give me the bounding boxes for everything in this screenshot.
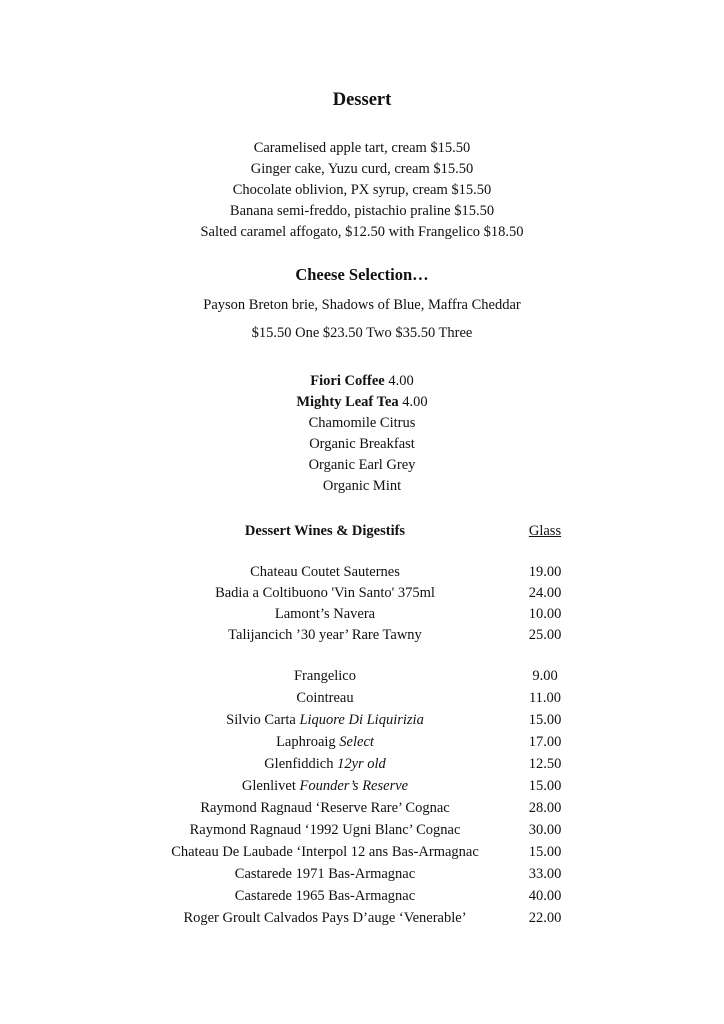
wine-price: 10.00 [528,606,562,622]
glass-heading: Glass [528,523,562,539]
digestif-name: Laphroaig Select [276,734,374,750]
digestif-price: 15.00 [528,844,562,860]
tea-line [0,393,724,411]
dessert-item-apple-tart: Caramelised apple tart, cream $15.50 [253,140,471,156]
digestif-name: Roger Groult Calvados Pays D’auge ‘Venerable’ [183,910,467,926]
dessert-item-ginger-cake: Ginger cake, Yuzu curd, cream $15.50 [250,161,474,177]
dessert-item-affogato: Salted caramel affogato, $12.50 with Frangelico $18.50 [200,224,524,240]
digestif-name: Chateau De Laubade ‘Interpol 12 ans Bas-Armagnac [171,844,479,860]
wine-name: Chateau Coutet Sauternes [250,564,400,580]
digestif-name: Castarede 1965 Bas-Armagnac [234,888,416,904]
digestif-price: 22.00 [528,910,562,926]
digestif-name: Glenlivet Founder’s Reserve [241,778,409,794]
cheese-description: Payson Breton brie, Shadows of Blue, Maffra Cheddar [203,297,521,313]
wine-name: Talijancich ’30 year’ Rare Tawny [228,627,422,643]
digestif-name: Cointreau [296,690,354,706]
dessert-title: Dessert [332,90,392,110]
tea-price: 4.00 [402,394,428,410]
coffee-name: Fiori Coffee [310,373,385,389]
digestif-name: Raymond Ragnaud ‘Reserve Rare’ Cognac [200,800,450,816]
digestif-price: 33.00 [528,866,562,882]
digestif-price: 12.50 [528,756,562,772]
digestif-name: Silvio Carta Liquore Di Liquirizia [226,712,424,728]
wine-name: Badia a Coltibuono 'Vin Santo' 375ml [215,585,435,601]
tea-item-breakfast: Organic Breakfast [309,436,415,452]
digestif-price: 15.00 [528,712,562,728]
wine-name: Lamont’s Navera [274,606,376,622]
tea-item-earl-grey: Organic Earl Grey [308,457,416,473]
digestif-price: 15.00 [528,778,562,794]
digestif-name: Glenfiddich 12yr old [264,756,386,772]
wine-price: 19.00 [528,564,562,580]
digestif-name: Frangelico [293,668,356,684]
tea-item-mint: Organic Mint [322,478,402,494]
digestif-price: 17.00 [528,734,562,750]
digestif-price: 11.00 [528,690,562,706]
wines-heading: Dessert Wines & Digestifs [244,523,406,539]
dessert-item-chocolate-oblivion: Chocolate oblivion, PX syrup, cream $15.50 [232,182,492,198]
dessert-item-banana-semifreddo: Banana semi-freddo, pistachio praline $15.50 [229,203,495,219]
digestif-price: 9.00 [532,668,558,684]
cheese-prices: $15.50 One $23.50 Two $35.50 Three [251,325,473,341]
tea-item-chamomile: Chamomile Citrus [308,415,416,431]
coffee-price: 4.00 [388,373,414,389]
wine-price: 25.00 [528,627,562,643]
digestif-name: Raymond Ragnaud ‘1992 Ugni Blanc’ Cognac [189,822,461,838]
coffee-line [0,372,724,390]
wine-price: 24.00 [528,585,562,601]
digestif-name: Castarede 1971 Bas-Armagnac [234,866,416,882]
digestif-price: 40.00 [528,888,562,904]
cheese-title: Cheese Selection… [295,265,429,284]
tea-name: Mighty Leaf Tea [296,394,399,410]
digestif-price: 30.00 [528,822,562,838]
digestif-price: 28.00 [528,800,562,816]
